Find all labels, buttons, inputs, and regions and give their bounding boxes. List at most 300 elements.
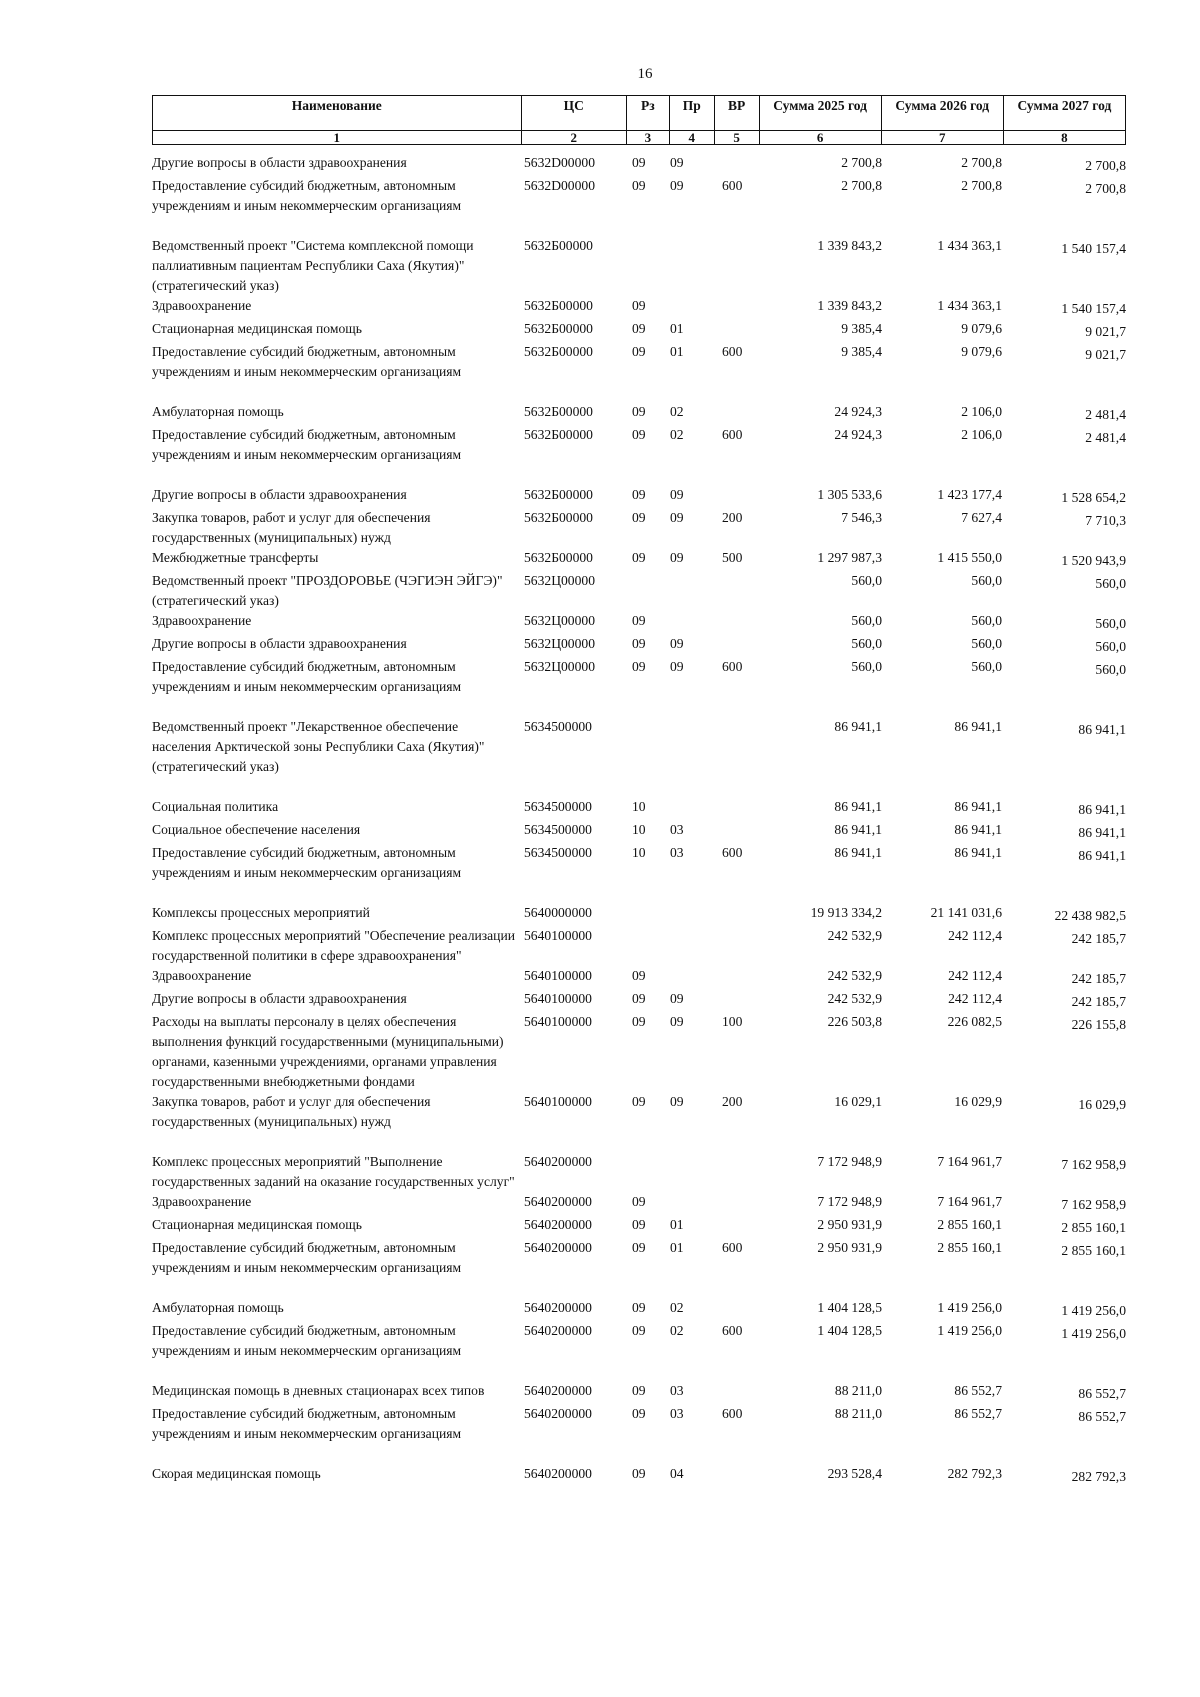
row-cs: 5632Б00000: [524, 321, 593, 336]
row-name: Ведомственный проект "ПРОЗДОРОВЬЕ (ЧЭГИЭН ЭЙГЭ)" (стратегический указ): [152, 573, 503, 608]
table-body: [152, 153, 1128, 1487]
row-sum-2025: 1 339 843,2: [817, 298, 882, 313]
row-sum-2026: 1 434 363,1: [937, 238, 1002, 253]
row-name: Закупка товаров, работ и услуг для обеспечения государственных (муниципальных) нужд: [152, 510, 431, 545]
row-sum-2027: 7 162 958,9: [1061, 1157, 1126, 1172]
header-vr: ВР: [714, 96, 759, 131]
header-num-6: 6: [759, 131, 881, 145]
row-sum-2025: 560,0: [851, 636, 882, 651]
row-sum-2027: 86 552,7: [1078, 1409, 1126, 1424]
row-pr: 09: [670, 1094, 684, 1109]
row-vr: [714, 717, 782, 777]
table-row: [152, 1381, 1128, 1404]
table-row: [152, 611, 1128, 634]
row-sum-2027: 9 021,7: [1085, 347, 1126, 362]
header-num-8: 8: [1003, 131, 1125, 145]
table-row: [152, 843, 1128, 883]
row-rz: 09: [632, 991, 646, 1006]
row-rz: 09: [632, 968, 646, 983]
row-name: Предоставление субсидий бюджетным, автономным учреждениям и иным некоммерческим организациям: [152, 1323, 462, 1358]
row-name: Амбулаторная помощь: [152, 404, 284, 419]
row-sum-2026: 242 112,4: [948, 991, 1002, 1006]
row-sum-2025: 1 404 128,5: [817, 1323, 882, 1338]
row-sum-2027: 2 855 160,1: [1061, 1220, 1126, 1235]
page-number: 16: [637, 66, 653, 82]
table-row: [152, 153, 1128, 176]
row-sum-2026: 86 941,1: [954, 822, 1002, 837]
row-sum-2026: 7 164 961,7: [937, 1154, 1002, 1169]
row-vr: 600: [722, 344, 743, 359]
table-row: [152, 296, 1128, 319]
row-rz: 09: [632, 1094, 646, 1109]
row-sum-2025: 2 700,8: [841, 155, 882, 170]
row-cs: 5640000000: [524, 905, 592, 920]
row-pr: 01: [670, 1217, 684, 1232]
row-sum-2027: 7 710,3: [1085, 513, 1126, 528]
table-row: [152, 634, 1128, 657]
row-cs: 5632D00000: [524, 155, 595, 170]
row-sum-2025: 7 546,3: [841, 510, 882, 525]
row-sum-2027: 1 419 256,0: [1061, 1303, 1126, 1318]
row-vr: [714, 296, 782, 319]
row-sum-2025: 2 950 931,9: [817, 1240, 882, 1255]
row-vr: [714, 966, 782, 989]
row-sum-2027: 2 481,4: [1085, 407, 1126, 422]
row-vr: [714, 989, 782, 1012]
row-sum-2027: 1 520 943,9: [1061, 553, 1126, 568]
row-name: Другие вопросы в области здравоохранения: [152, 991, 407, 1006]
row-sum-2025: 86 941,1: [834, 822, 882, 837]
row-sum-2027: 1 540 157,4: [1061, 301, 1126, 316]
row-sum-2026: 2 700,8: [961, 155, 1002, 170]
row-rz: [630, 571, 668, 611]
row-pr: 02: [670, 1300, 684, 1315]
row-cs: 5640100000: [524, 928, 592, 943]
row-cs: 5632Ц00000: [524, 636, 595, 651]
row-name: Другие вопросы в области здравоохранения: [152, 636, 407, 651]
row-pr: 09: [670, 178, 684, 193]
row-cs: 5640200000: [524, 1154, 592, 1169]
row-sum-2026: 242 112,4: [948, 928, 1002, 943]
row-vr: [714, 797, 782, 820]
row-pr: [668, 236, 714, 296]
row-name: Межбюджетные трансферты: [152, 550, 319, 565]
row-cs: 5640200000: [524, 1406, 592, 1421]
row-sum-2027: 2 700,8: [1085, 158, 1126, 173]
row-sum-2026: 242 112,4: [948, 968, 1002, 983]
table-row: [152, 797, 1128, 820]
row-sum-2026: 2 855 160,1: [937, 1240, 1002, 1255]
row-rz: 09: [632, 1014, 646, 1029]
row-rz: 09: [632, 659, 646, 674]
row-name: Комплекс процессных мероприятий "Обеспечение реализации государственной политики в сфере здравоохранения": [152, 928, 515, 963]
row-pr: [668, 966, 714, 989]
row-sum-2025: 16 029,1: [834, 1094, 882, 1109]
header-num-1: 1: [153, 131, 522, 145]
row-cs: 5640100000: [524, 968, 592, 983]
row-vr: 600: [722, 178, 743, 193]
row-sum-2025: 2 700,8: [841, 178, 882, 193]
row-rz: [630, 926, 668, 966]
row-rz: 09: [632, 613, 646, 628]
header-sum-2025: Сумма 2025 год: [759, 96, 881, 131]
row-name: Предоставление субсидий бюджетным, автономным учреждениям и иным некоммерческим организациям: [152, 1240, 462, 1275]
row-sum-2025: 86 941,1: [834, 845, 882, 860]
row-rz: 09: [632, 178, 646, 193]
row-name: Предоставление субсидий бюджетным, автономным учреждениям и иным некоммерческим организациям: [152, 845, 462, 880]
row-rz: 09: [632, 155, 646, 170]
header-pr: Пр: [669, 96, 714, 131]
row-sum-2025: 24 924,3: [834, 427, 882, 442]
row-vr: 600: [722, 845, 743, 860]
row-cs: 5632D00000: [524, 178, 595, 193]
row-sum-2025: 2 950 931,9: [817, 1217, 882, 1232]
row-sum-2025: 242 532,9: [827, 928, 882, 943]
row-rz: 09: [632, 1383, 646, 1398]
row-vr: [714, 1192, 782, 1215]
row-cs: 5634500000: [524, 799, 592, 814]
row-sum-2026: 1 419 256,0: [937, 1300, 1002, 1315]
header-num-5: 5: [714, 131, 759, 145]
row-name: Предоставление субсидий бюджетным, автономным учреждениям и иным некоммерческим организациям: [152, 344, 462, 379]
row-sum-2025: 9 385,4: [841, 344, 882, 359]
row-sum-2025: 560,0: [851, 613, 882, 628]
row-sum-2027: 226 155,8: [1071, 1017, 1126, 1032]
table-row: [152, 1298, 1128, 1321]
row-sum-2027: 1 528 654,2: [1061, 490, 1126, 505]
row-pr: 09: [670, 1014, 684, 1029]
row-vr: 500: [722, 550, 743, 565]
row-cs: 5640200000: [524, 1217, 592, 1232]
row-sum-2025: 88 211,0: [834, 1383, 882, 1398]
header-cs: ЦС: [521, 96, 626, 131]
table-row: [152, 176, 1128, 216]
row-cs: 5632Б00000: [524, 487, 593, 502]
row-cs: 5634500000: [524, 822, 592, 837]
row-cs: 5640100000: [524, 1014, 592, 1029]
row-rz: 09: [632, 1240, 646, 1255]
row-pr: 03: [670, 845, 684, 860]
row-rz: 09: [632, 321, 646, 336]
row-pr: 09: [670, 991, 684, 1006]
row-vr: 600: [722, 1406, 743, 1421]
row-sum-2026: 2 855 160,1: [937, 1217, 1002, 1232]
row-rz: 10: [632, 799, 646, 814]
row-vr: [714, 319, 782, 342]
row-name: Стационарная медицинская помощь: [152, 1217, 362, 1232]
row-vr: [714, 634, 782, 657]
row-pr: [668, 717, 714, 777]
table-row: [152, 903, 1128, 926]
row-cs: 5640200000: [524, 1466, 592, 1481]
row-sum-2026: 1 419 256,0: [937, 1323, 1002, 1338]
row-sum-2027: 560,0: [1095, 616, 1126, 631]
row-name: Закупка товаров, работ и услуг для обеспечения государственных (муниципальных) нужд: [152, 1094, 431, 1129]
row-sum-2025: 1 404 128,5: [817, 1300, 882, 1315]
row-sum-2027: 242 185,7: [1071, 931, 1126, 946]
row-vr: 600: [722, 427, 743, 442]
table-row: [152, 1092, 1128, 1132]
row-cs: 5632Ц00000: [524, 613, 595, 628]
row-vr: [714, 1381, 782, 1404]
header-num-2: 2: [521, 131, 626, 145]
row-name: Другие вопросы в области здравоохранения: [152, 155, 407, 170]
header-num-3: 3: [626, 131, 669, 145]
row-sum-2027: 22 438 982,5: [1054, 908, 1126, 923]
row-sum-2027: 560,0: [1095, 639, 1126, 654]
row-cs: 5640200000: [524, 1240, 592, 1255]
table-row: [152, 1012, 1128, 1092]
row-sum-2027: 1 540 157,4: [1061, 241, 1126, 256]
row-sum-2027: 2 855 160,1: [1061, 1243, 1126, 1258]
row-cs: 5632Б00000: [524, 404, 593, 419]
row-sum-2027: 1 419 256,0: [1061, 1326, 1126, 1341]
row-pr: [668, 926, 714, 966]
row-sum-2027: 86 941,1: [1078, 722, 1126, 737]
row-name: Скорая медицинская помощь: [152, 1466, 321, 1481]
row-vr: [714, 485, 782, 508]
table-row: [152, 966, 1128, 989]
table-row: [152, 1464, 1128, 1487]
table-row: [152, 657, 1128, 697]
row-sum-2027: 86 552,7: [1078, 1386, 1126, 1401]
row-cs: 5640200000: [524, 1194, 592, 1209]
row-pr: [668, 571, 714, 611]
table-row: [152, 342, 1128, 382]
row-sum-2025: 86 941,1: [834, 719, 882, 734]
row-sum-2026: 560,0: [971, 636, 1002, 651]
row-vr: [714, 153, 782, 176]
row-vr: 600: [722, 1323, 743, 1338]
row-sum-2026: 7 627,4: [961, 510, 1002, 525]
row-sum-2025: 242 532,9: [827, 968, 882, 983]
row-sum-2026: 86 941,1: [954, 845, 1002, 860]
row-pr: 02: [670, 427, 684, 442]
row-vr: [714, 820, 782, 843]
row-pr: [668, 1152, 714, 1192]
row-pr: 03: [670, 1383, 684, 1398]
row-name: Здравоохранение: [152, 968, 252, 983]
table-row: [152, 1215, 1128, 1238]
row-pr: 01: [670, 344, 684, 359]
row-sum-2027: 2 481,4: [1085, 430, 1126, 445]
row-pr: 09: [670, 636, 684, 651]
table-row: [152, 548, 1128, 571]
row-name: Предоставление субсидий бюджетным, автономным учреждениям и иным некоммерческим организациям: [152, 178, 462, 213]
row-sum-2027: 86 941,1: [1078, 848, 1126, 863]
row-name: Ведомственный проект "Лекарственное обеспечение населения Арктической зоны Республики Саха (Якутия)" (стратегический указ): [152, 719, 485, 774]
row-name: Другие вопросы в области здравоохранения: [152, 487, 407, 502]
row-sum-2026: 560,0: [971, 659, 1002, 674]
row-rz: 09: [632, 427, 646, 442]
row-vr: 200: [722, 510, 743, 525]
row-sum-2026: 560,0: [971, 573, 1002, 588]
row-sum-2025: 560,0: [851, 659, 882, 674]
table-row: [152, 1404, 1128, 1444]
row-rz: 09: [632, 1466, 646, 1481]
row-cs: 5634500000: [524, 845, 592, 860]
row-sum-2025: 7 172 948,9: [817, 1194, 882, 1209]
header-sum-2027: Сумма 2027 год: [1003, 96, 1125, 131]
row-cs: 5632Б00000: [524, 238, 593, 253]
row-cs: 5640200000: [524, 1323, 592, 1338]
row-name: Предоставление субсидий бюджетным, автономным учреждениям и иным некоммерческим организациям: [152, 427, 462, 462]
row-pr: 09: [670, 659, 684, 674]
row-sum-2026: 2 700,8: [961, 178, 1002, 193]
row-sum-2026: 1 434 363,1: [937, 298, 1002, 313]
row-pr: 09: [670, 550, 684, 565]
row-pr: 02: [670, 404, 684, 419]
row-sum-2026: 9 079,6: [961, 321, 1002, 336]
row-rz: 09: [632, 1194, 646, 1209]
header-sum-2026: Сумма 2026 год: [881, 96, 1003, 131]
row-sum-2025: 9 385,4: [841, 321, 882, 336]
row-sum-2025: 7 172 948,9: [817, 1154, 882, 1169]
row-sum-2025: 19 913 334,2: [810, 905, 882, 920]
row-name: Социальная политика: [152, 799, 279, 814]
row-sum-2027: 86 941,1: [1078, 825, 1126, 840]
row-sum-2027: 2 700,8: [1085, 181, 1126, 196]
row-pr: [668, 903, 714, 926]
row-cs: 5632Ц00000: [524, 573, 595, 588]
row-pr: [668, 611, 714, 634]
table-row: [152, 717, 1128, 777]
row-sum-2025: 1 305 533,6: [817, 487, 882, 502]
row-rz: [630, 717, 668, 777]
row-sum-2026: 9 079,6: [961, 344, 1002, 359]
row-sum-2026: 16 029,9: [954, 1094, 1002, 1109]
row-vr: [714, 903, 782, 926]
row-cs: 5632Б00000: [524, 427, 593, 442]
table-row: [152, 485, 1128, 508]
header-rz: Рз: [626, 96, 669, 131]
row-sum-2026: 226 082,5: [947, 1014, 1002, 1029]
row-cs: 5632Б00000: [524, 510, 593, 525]
row-name: Расходы на выплаты персоналу в целях обеспечения выполнения функций государственными (муниципальными) органами, казенными учреждениями, органами управления государственными внебюджетными фондами: [152, 1014, 504, 1089]
row-pr: 09: [670, 487, 684, 502]
row-cs: 5634500000: [524, 719, 592, 734]
row-rz: 09: [632, 298, 646, 313]
row-sum-2027: 242 185,7: [1071, 971, 1126, 986]
row-name: Здравоохранение: [152, 1194, 252, 1209]
row-pr: 03: [670, 1406, 684, 1421]
row-sum-2025: 560,0: [851, 573, 882, 588]
row-rz: 09: [632, 550, 646, 565]
row-sum-2027: 86 941,1: [1078, 802, 1126, 817]
row-sum-2026: 21 141 031,6: [930, 905, 1002, 920]
table-row: [152, 508, 1128, 548]
row-rz: 09: [632, 404, 646, 419]
header-num-4: 4: [669, 131, 714, 145]
row-sum-2027: 9 021,7: [1085, 324, 1126, 339]
row-sum-2027: 242 185,7: [1071, 994, 1126, 1009]
row-rz: 10: [632, 822, 646, 837]
table-row: [152, 1152, 1128, 1192]
row-sum-2025: 1 297 987,3: [817, 550, 882, 565]
row-rz: 09: [632, 510, 646, 525]
row-sum-2026: 560,0: [971, 613, 1002, 628]
row-name: Стационарная медицинская помощь: [152, 321, 362, 336]
row-vr: [714, 402, 782, 425]
row-pr: 04: [670, 1466, 684, 1481]
row-sum-2026: 86 552,7: [954, 1406, 1002, 1421]
row-cs: 5632Б00000: [524, 298, 593, 313]
row-sum-2025: 86 941,1: [834, 799, 882, 814]
table-row: [152, 319, 1128, 342]
row-sum-2026: 2 106,0: [961, 427, 1002, 442]
row-vr: [714, 1215, 782, 1238]
row-sum-2027: 560,0: [1095, 662, 1126, 677]
row-vr: [714, 1464, 782, 1487]
header-name: Наименование: [153, 96, 522, 131]
row-pr: 09: [670, 510, 684, 525]
row-vr: [714, 1298, 782, 1321]
row-sum-2027: 7 162 958,9: [1061, 1197, 1126, 1212]
row-sum-2027: 282 792,3: [1071, 1469, 1126, 1484]
row-rz: [630, 236, 668, 296]
header-num-7: 7: [881, 131, 1003, 145]
row-rz: 09: [632, 487, 646, 502]
table-row: [152, 926, 1128, 966]
row-rz: 09: [632, 1406, 646, 1421]
row-name: Комплексы процессных мероприятий: [152, 905, 370, 920]
row-sum-2026: 1 423 177,4: [937, 487, 1002, 502]
row-pr: [668, 1192, 714, 1215]
row-sum-2025: 88 211,0: [834, 1406, 882, 1421]
row-rz: [630, 1152, 668, 1192]
table-row: [152, 989, 1128, 1012]
table-row: [152, 236, 1128, 296]
row-sum-2026: 86 552,7: [954, 1383, 1002, 1398]
row-sum-2026: 2 106,0: [961, 404, 1002, 419]
row-sum-2027: 560,0: [1095, 576, 1126, 591]
row-vr: [714, 926, 782, 966]
row-pr: 09: [670, 155, 684, 170]
row-pr: 01: [670, 1240, 684, 1255]
row-cs: 5640100000: [524, 1094, 592, 1109]
row-name: Социальное обеспечение населения: [152, 822, 361, 837]
row-sum-2025: 242 532,9: [827, 991, 882, 1006]
row-pr: [668, 797, 714, 820]
row-sum-2027: 16 029,9: [1078, 1097, 1126, 1112]
row-pr: 03: [670, 822, 684, 837]
row-rz: [630, 903, 668, 926]
row-cs: 5640200000: [524, 1300, 592, 1315]
row-rz: 10: [632, 845, 646, 860]
table-row: [152, 571, 1128, 611]
row-vr: [714, 1152, 782, 1192]
row-vr: [714, 611, 782, 634]
row-name: Здравоохранение: [152, 613, 252, 628]
row-rz: 09: [632, 344, 646, 359]
row-vr: [714, 236, 782, 296]
row-rz: 09: [632, 636, 646, 651]
row-sum-2025: 1 339 843,2: [817, 238, 882, 253]
row-cs: 5640200000: [524, 1383, 592, 1398]
table-row: [152, 1192, 1128, 1215]
row-vr: 600: [722, 659, 743, 674]
row-name: Комплекс процессных мероприятий "Выполнение государственных заданий на оказание государственных услуг": [152, 1154, 515, 1189]
row-sum-2025: 293 528,4: [827, 1466, 882, 1481]
table-row: [152, 820, 1128, 843]
row-sum-2026: 86 941,1: [954, 719, 1002, 734]
table-row: [152, 1321, 1128, 1361]
row-rz: 09: [632, 1323, 646, 1338]
row-name: Здравоохранение: [152, 298, 252, 313]
table-row: [152, 402, 1128, 425]
row-pr: 01: [670, 321, 684, 336]
row-sum-2026: 282 792,3: [947, 1466, 1002, 1481]
